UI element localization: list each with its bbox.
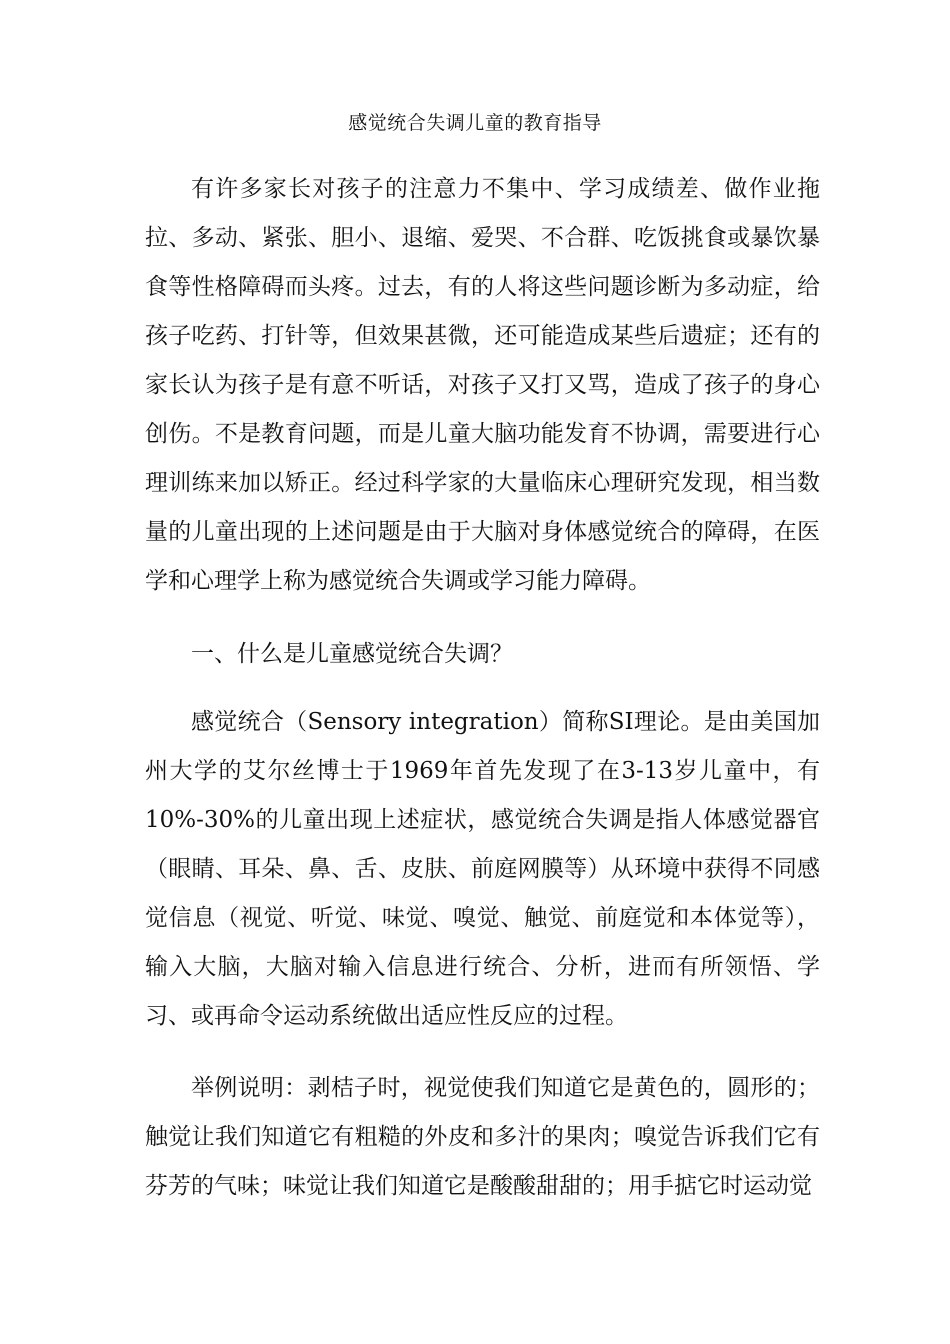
paragraph-si-definition: 感觉统合（Sensory integration）简称SI理论。是由美国加州大学的艾尔丝博士于1969年首先发现了在3-13岁儿童中，有10%-30%的儿童出现上述症状，感觉统合失调是指人体感觉器官（眼睛、耳朵、鼻、舌、皮肤、前庭网膜等）从环境中获得不同感觉信息（视觉、听觉、味觉、嗅觉、触觉、前庭觉和本体觉等），输入大脑，大脑对输入信息进行统合、分析，进而有所领悟、学习、或再命令运动系统做出适应性反应的过程。 bbox=[145, 709, 820, 1029]
paragraph-intro: 有许多家长对孩子的注意力不集中、学习成绩差、做作业拖拉、多动、紧张、胆小、退缩、爱哭、不合群、吃饭挑食或暴饮暴食等性格障碍而头疼。过去，有的人将这些问题诊断为多动症，给孩子吃药、打针等，但效果甚微，还可能造成某些后遗症；还有的家长认为孩子是有意不听话，对孩子又打又骂，造成了孩子的身心创伤。不是教育问题，而是儿童大脑功能发育不协调，需要进行心理训练来加以矫正。经过科学家的大量临床心理研究发现，相当数量的儿童出现的上述问题是由于大脑对身体感觉统合的障碍，在医学和心理学上称为感觉统合失调或学习能力障碍。 bbox=[145, 176, 820, 594]
document-title: 感觉统合失调儿童的教育指导 bbox=[348, 112, 602, 134]
section-heading-what-is-si: 一、什么是儿童感觉统合失调？ bbox=[191, 641, 513, 667]
paragraph-example: 举例说明：剥桔子时，视觉使我们知道它是黄色的，圆形的；触觉让我们知道它有粗糙的外皮和多汁的果肉；嗅觉告诉我们它有芬芳的气味；味觉让我们知道它是酸酸甜甜的；用手掂它时运动觉 bbox=[145, 1075, 820, 1199]
